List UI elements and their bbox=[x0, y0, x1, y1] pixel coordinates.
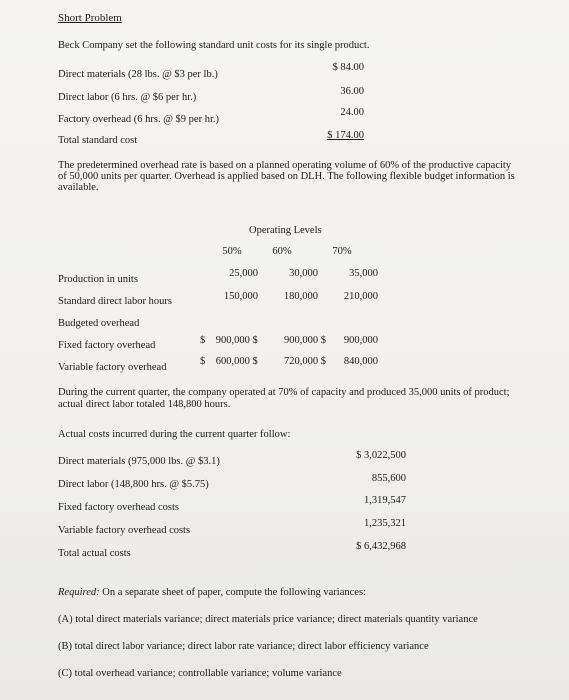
std-cost-value-overhead: 24.00 bbox=[340, 107, 364, 118]
actual-costs-heading: Actual costs incurred during the current quarter follow: bbox=[58, 429, 291, 440]
level-col-60: 60% bbox=[272, 246, 292, 257]
std-cost-label-materials: Direct materials (28 lbs. @ $3 per lb.) bbox=[58, 69, 218, 80]
operating-levels-heading: Operating Levels bbox=[249, 225, 322, 236]
row-label-fixed-overhead: Fixed factory overhead bbox=[58, 340, 156, 351]
std-cost-label-total: Total standard cost bbox=[58, 135, 138, 146]
std-cost-value-labor: 36.00 bbox=[340, 86, 364, 97]
actual-value-labor: 855,600 bbox=[371, 473, 406, 484]
part-c: (C) total overhead variance; controllable variance; volume variance bbox=[58, 668, 342, 679]
cell-labor-hours-70: 210,000 bbox=[343, 291, 378, 302]
document-title: Short Problem bbox=[58, 12, 122, 24]
std-cost-label-labor: Direct labor (6 hrs. @ $6 per hr.) bbox=[58, 92, 197, 103]
cell-production-70: 35,000 bbox=[349, 268, 378, 279]
row-label-variable-overhead: Variable factory overhead bbox=[58, 362, 167, 373]
cell-variable-overhead-60: 720,000 $ bbox=[284, 356, 326, 367]
cell-labor-hours-60: 180,000 bbox=[283, 291, 318, 302]
row-label-production: Production in units bbox=[58, 274, 138, 285]
actual-label-total: Total actual costs bbox=[58, 548, 131, 559]
actual-value-variable-overhead: 1,235,321 bbox=[364, 518, 406, 529]
required-text: On a separate sheet of paper, compute the following variances: bbox=[99, 587, 366, 598]
required-label: Required: bbox=[58, 587, 100, 598]
actual-label-materials: Direct materials (975,000 lbs. @ $3.1) bbox=[58, 456, 220, 467]
cell-fixed-overhead-60: 900,000 $ bbox=[284, 335, 326, 346]
part-a: (A) total direct materials variance; direct materials price variance; direct materials quantity variance bbox=[58, 614, 478, 625]
cell-fixed-overhead-70: 900,000 bbox=[343, 335, 378, 346]
level-col-70: 70% bbox=[332, 246, 352, 257]
row-label-labor-hours: Standard direct labor hours bbox=[58, 296, 173, 307]
required-line bbox=[58, 587, 366, 598]
cell-labor-hours-50: 150,000 bbox=[223, 291, 258, 302]
cell-production-60: 30,000 bbox=[289, 268, 318, 279]
std-cost-value-materials: $ 84.00 bbox=[332, 62, 364, 73]
actual-label-variable-overhead: Variable factory overhead costs bbox=[58, 525, 191, 536]
actual-value-fixed-overhead: 1,319,547 bbox=[364, 495, 406, 506]
intro-text: Beck Company set the following standard unit costs for its single product. bbox=[58, 40, 370, 51]
quarter-paragraph: During the current quarter, the company operated at 70% of capacity and produced 35,000 units of product; actual direct labor totaled 148,800 hours. bbox=[58, 387, 510, 410]
actual-value-total: $ 6,432,968 bbox=[356, 541, 406, 552]
std-cost-value-total: $ 174.00 bbox=[327, 130, 364, 141]
cell-variable-overhead-70: 840,000 bbox=[343, 356, 378, 367]
part-b: (B) total direct labor variance; direct labor rate variance; direct labor efficiency variance bbox=[58, 641, 429, 652]
row-label-budgeted-overhead: Budgeted overhead bbox=[58, 318, 140, 329]
overhead-paragraph: The predetermined overhead rate is based on a planned operating volume of 60% of the productive capacity of 50,000 units per quarter. Overhead is applied based on DLH. The following flexible budget information is available. bbox=[58, 160, 515, 193]
cell-variable-overhead-50: $ 600,000 $ bbox=[200, 356, 258, 367]
cell-fixed-overhead-50: $ 900,000 $ bbox=[200, 335, 258, 346]
cell-production-50: 25,000 bbox=[229, 268, 258, 279]
actual-value-materials: $ 3,022,500 bbox=[356, 450, 406, 461]
std-cost-label-overhead: Factory overhead (6 hrs. @ $9 per hr.) bbox=[58, 114, 219, 125]
level-col-50: 50% bbox=[222, 246, 242, 257]
actual-label-fixed-overhead: Fixed factory overhead costs bbox=[58, 502, 180, 513]
actual-label-labor: Direct labor (148,800 hrs. @ $5.75) bbox=[58, 479, 209, 490]
